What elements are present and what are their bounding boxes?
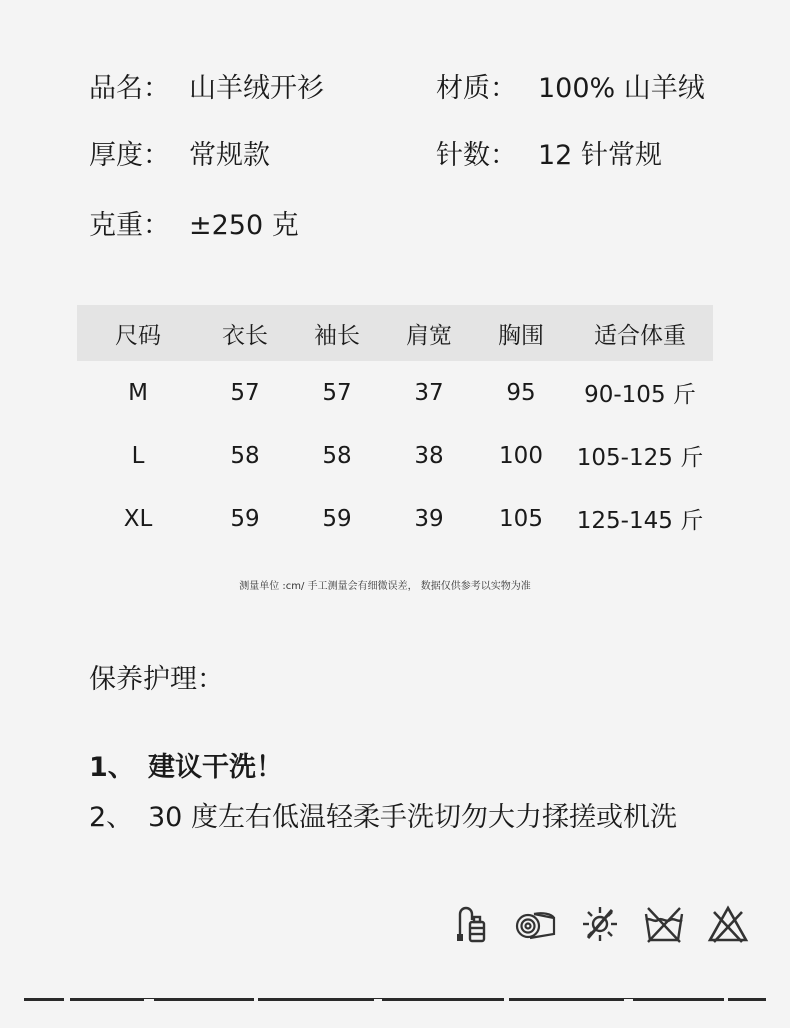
no-machine-wash-icon: [640, 900, 688, 948]
table-row: [77, 361, 713, 424]
table-cell: XL: [123, 505, 153, 532]
table-cell: 57: [230, 379, 260, 406]
table-cell: 58: [230, 442, 260, 469]
table-cell: 95: [506, 379, 536, 406]
table-cell: M: [128, 379, 148, 406]
care-item-number: 1、: [89, 752, 135, 783]
table-row: [77, 424, 713, 487]
name-label: 品名：: [89, 73, 170, 104]
no-bleach-icon: [704, 900, 752, 948]
care-item-text: 建议干洗！: [148, 752, 283, 783]
header-cell: 袖长: [314, 322, 360, 349]
care-item-2: [89, 795, 677, 834]
material-label: 材质：: [436, 73, 517, 104]
care-icons: [448, 900, 768, 948]
table-cell: 90-105 斤: [584, 382, 696, 408]
table-cell: 58: [322, 442, 352, 469]
info-name: [89, 72, 324, 106]
table-cell: 38: [414, 442, 444, 469]
table-header: [77, 305, 713, 361]
info-thickness: [89, 139, 270, 173]
care-item-number: 2、: [89, 802, 134, 833]
header-cell: 胸围: [498, 322, 544, 349]
table-cell: 125-145 斤: [576, 508, 704, 534]
care-item-text: 30 度左右低温轻柔手洗切勿大力揉搓或机洗: [148, 802, 677, 833]
size-table: [77, 305, 713, 550]
care-title: 保养护理：: [89, 664, 224, 695]
header-cell: 尺码: [115, 322, 161, 349]
table-cell: 59: [322, 505, 352, 532]
roll-dry-icon: [512, 900, 560, 948]
no-sun-icon: [576, 900, 624, 948]
table-cell: L: [131, 442, 145, 469]
header-cell: 肩宽: [406, 322, 452, 349]
table-cell: 100: [499, 442, 543, 469]
weight-value: ±250 克: [189, 210, 299, 241]
thickness-value: 常规款: [189, 140, 270, 171]
table-cell: 59: [230, 505, 260, 532]
info-material: [436, 72, 705, 106]
care-item-1: [89, 745, 283, 784]
header-cell: 衣长: [222, 322, 268, 349]
info-weight: [89, 209, 299, 243]
table-cell: 37: [414, 379, 444, 406]
table-row: [77, 487, 713, 550]
header-cell: 适合体重: [594, 322, 686, 349]
table-cell: 57: [322, 379, 352, 406]
thickness-label: 厚度：: [89, 140, 170, 171]
weight-label: 克重：: [89, 210, 170, 241]
measurement-note: 测量单位 :cm/ 手工测量会有细微误差， 数据仅供参考以实物为准: [239, 581, 531, 592]
material-value: 100% 山羊绒: [538, 73, 705, 104]
table-cell: 105-125 斤: [576, 445, 704, 471]
dry-clean-icon: [448, 900, 496, 948]
table-cell: 39: [414, 505, 444, 532]
bottom-divider: [24, 996, 766, 1004]
gauge-value: 12 针常规: [538, 140, 662, 171]
gauge-label: 针数：: [436, 140, 517, 171]
info-gauge: [436, 139, 662, 173]
table-cell: 105: [499, 505, 543, 532]
name-value: 山羊绒开衫: [189, 73, 324, 104]
